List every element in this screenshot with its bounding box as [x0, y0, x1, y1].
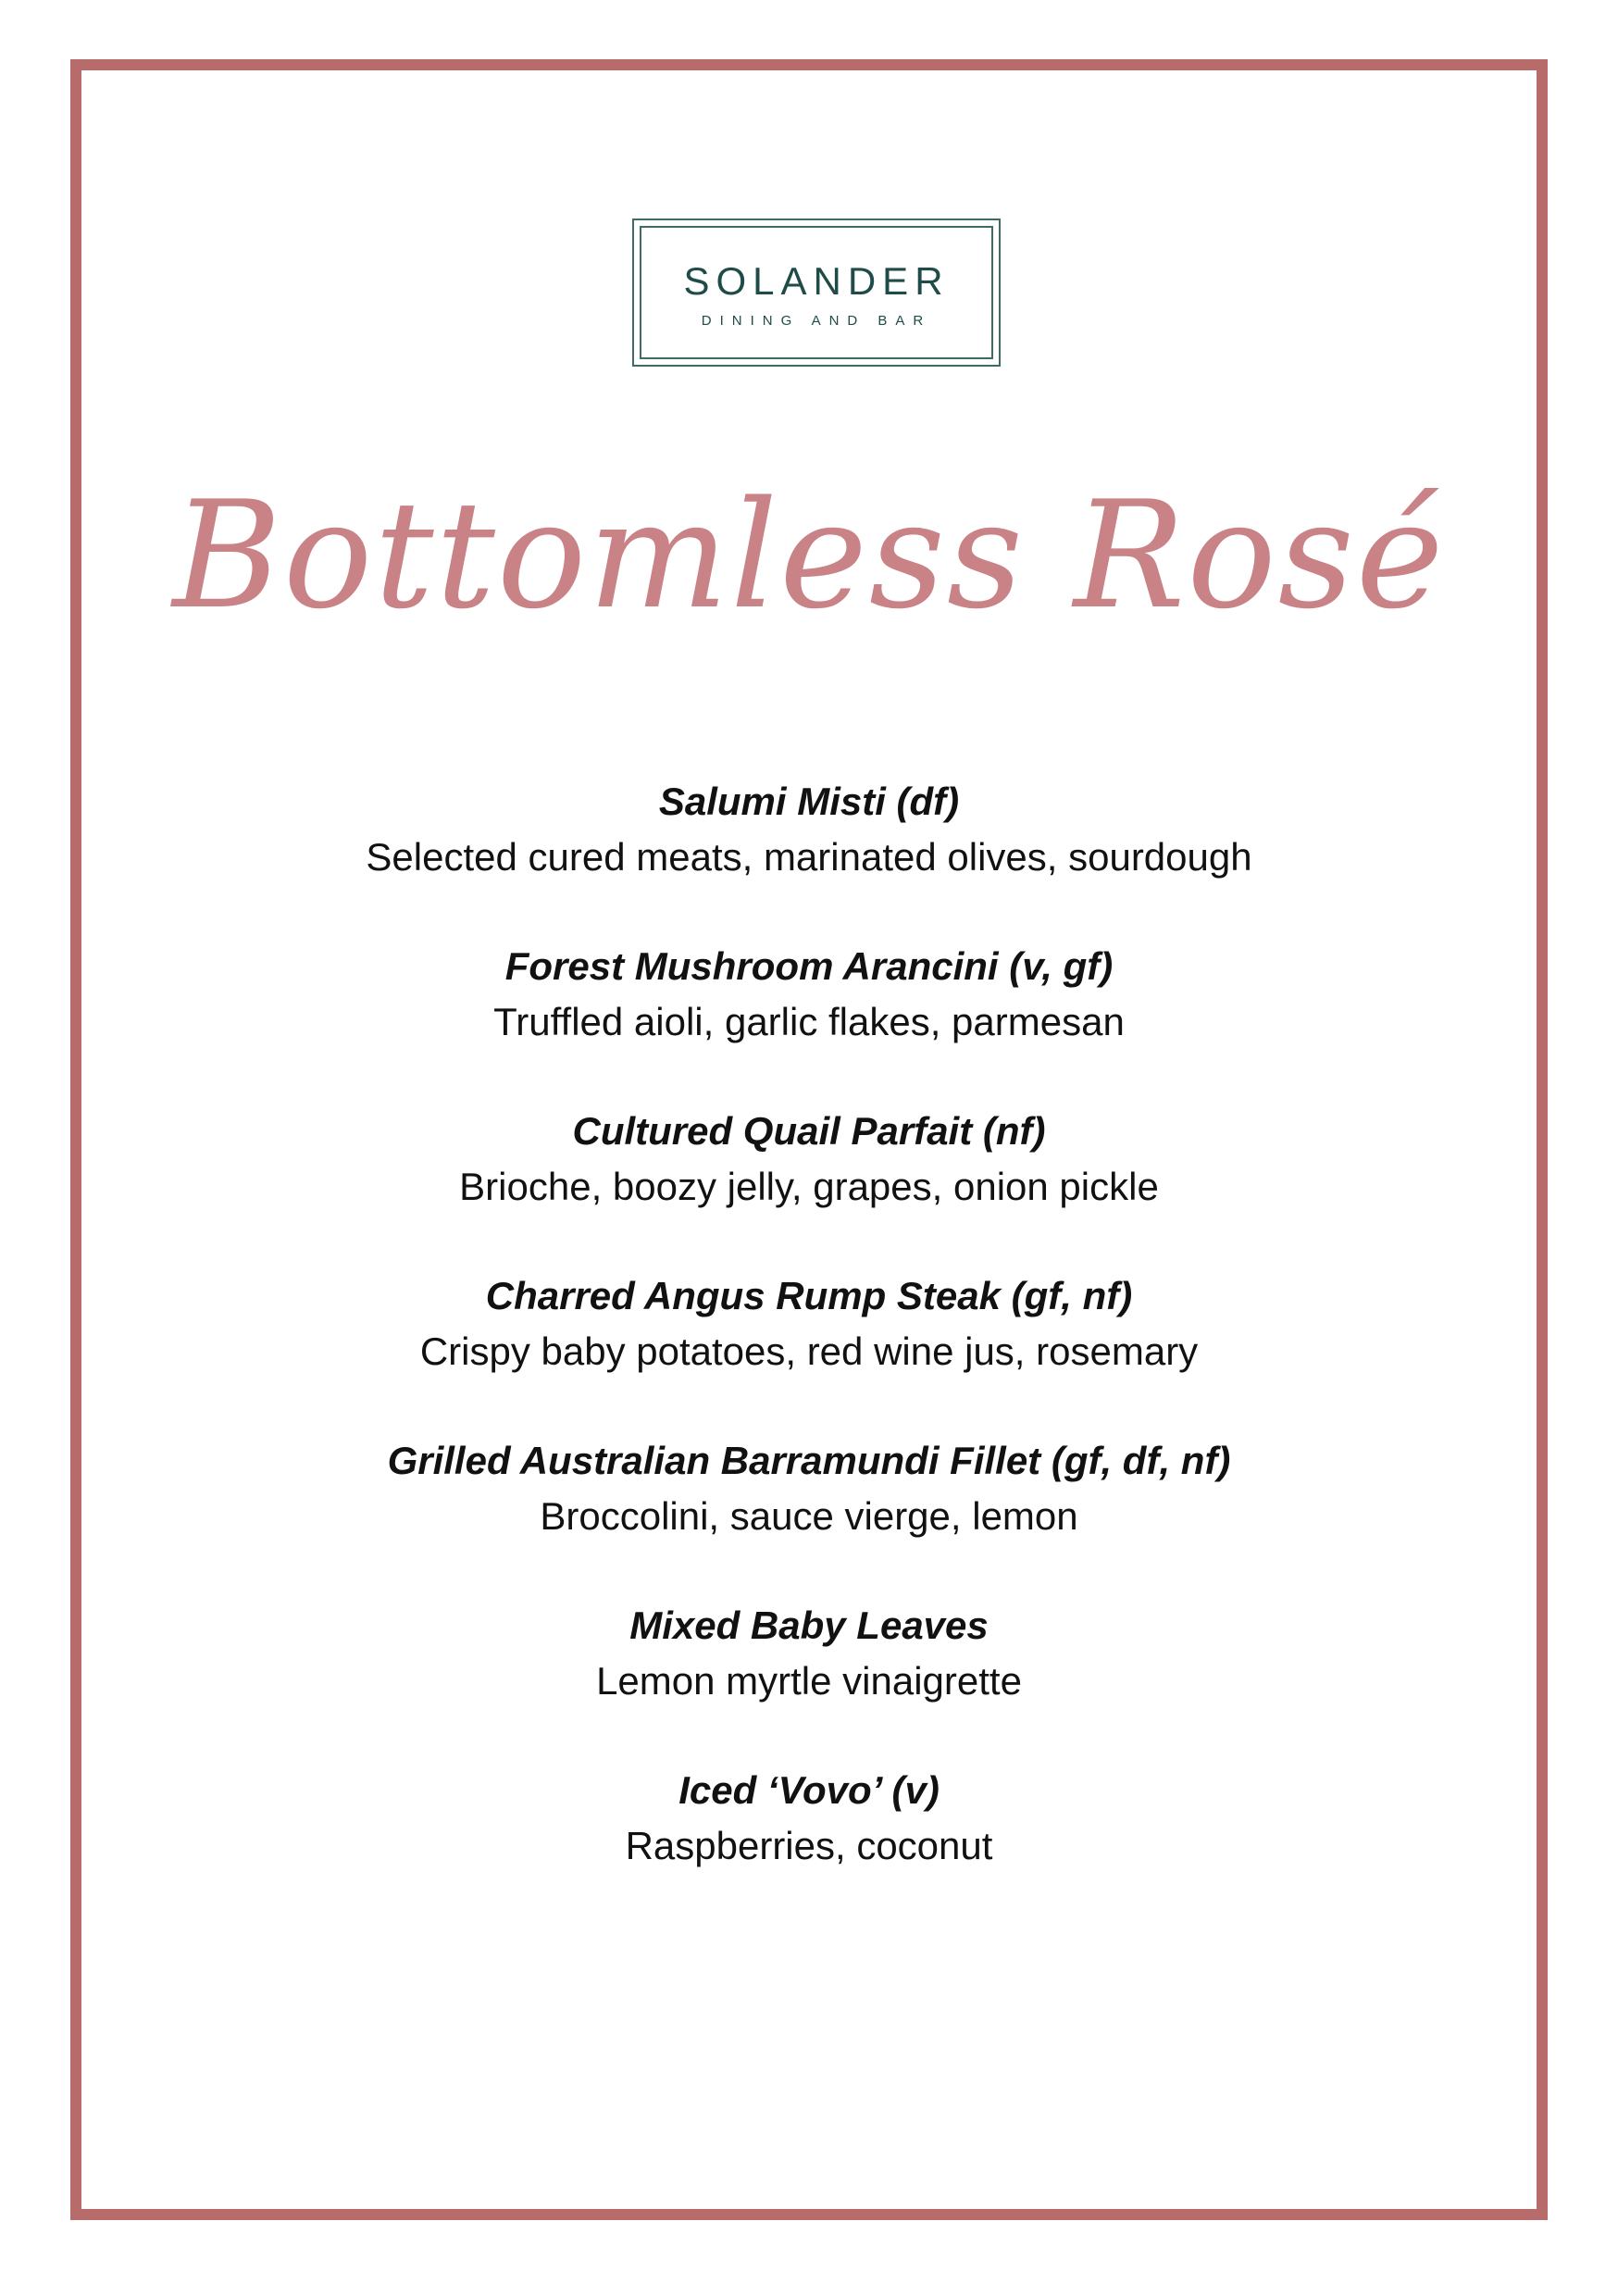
menu-item — [0, 1598, 1618, 1763]
logo-inner-box — [640, 226, 993, 359]
menu-item — [0, 1104, 1618, 1268]
logo-name: SOLANDER — [683, 259, 950, 303]
menu-list — [0, 774, 1618, 1928]
menu-item-name: Mixed Baby Leaves — [629, 1603, 989, 1647]
menu-item-description: Lemon myrtle vinaigrette — [596, 1659, 1022, 1703]
menu-item — [0, 1763, 1618, 1928]
menu-item-description: Crispy baby potatoes, red wine jus, rosemary — [419, 1329, 1199, 1373]
menu-item-name: Salumi Misti (df) — [658, 780, 960, 823]
logo-subtitle: DINING AND BAR — [701, 313, 932, 329]
restaurant-logo — [632, 218, 1001, 367]
menu-item-name: Grilled Australian Barramundi Fillet (gf, df, nf) — [387, 1439, 1231, 1482]
menu-item-description: Broccolini, sauce vierge, lemon — [540, 1494, 1078, 1538]
menu-item — [0, 774, 1618, 939]
menu-item-name: Forest Mushroom Arancini (v, gf) — [504, 944, 1114, 988]
menu-item-name: Cultured Quail Parfait (nf) — [572, 1109, 1046, 1153]
menu-item-description: Truffled aioli, garlic flakes, parmesan — [493, 1000, 1125, 1043]
menu-item — [0, 1268, 1618, 1433]
menu-item — [0, 939, 1618, 1104]
menu-item-description: Raspberries, coconut — [625, 1824, 993, 1867]
menu-title: Bottomless Rosé — [172, 468, 1446, 642]
menu-item-name: Iced ‘Vovo’ (v) — [678, 1768, 940, 1812]
menu-item-description: Brioche, boozy jelly, grapes, onion pickle — [459, 1165, 1159, 1208]
menu-item-description: Selected cured meats, marinated olives, sourdough — [366, 835, 1252, 879]
menu-item-name: Charred Angus Rump Steak (gf, nf) — [485, 1274, 1133, 1317]
menu-item — [0, 1433, 1618, 1598]
